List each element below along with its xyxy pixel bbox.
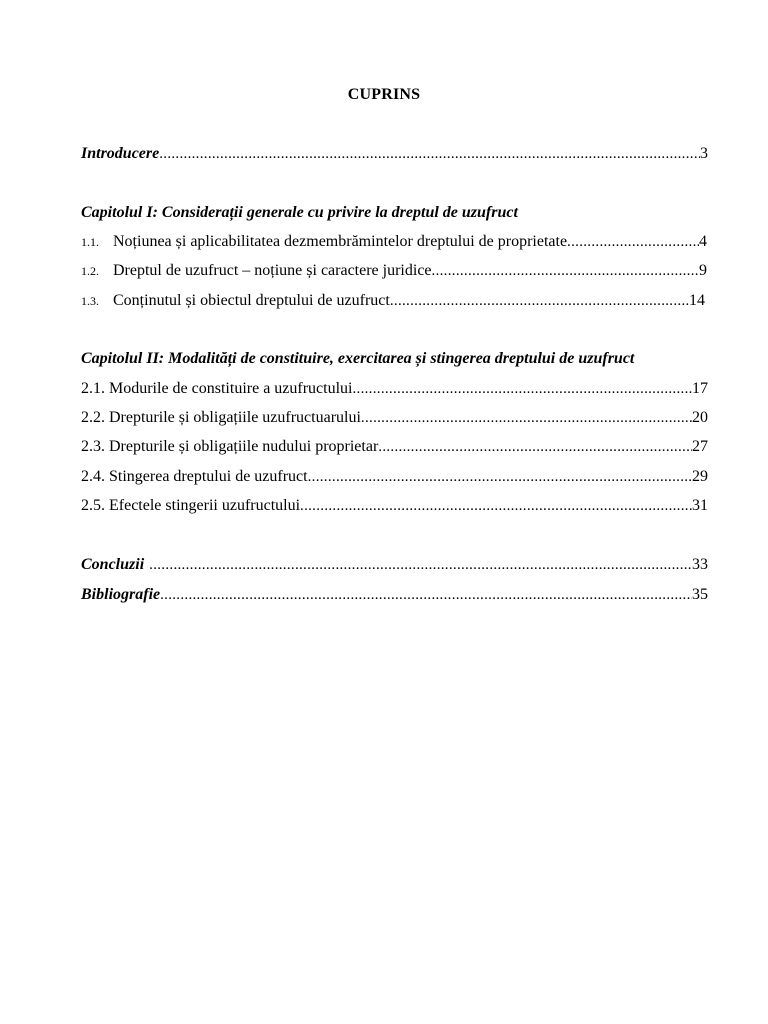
toc-entry-bibliografie [81, 586, 708, 604]
toc-entry-label: 2.1. Modurile de constituire a uzufructului [81, 380, 353, 397]
toc-entry-2-3 [81, 438, 708, 456]
toc-page-number: 17 [692, 380, 708, 397]
section-number: 1.1. [81, 235, 99, 249]
section-title: Noțiunea și aplicabilitatea dezmembrămintelor dreptului de proprietate [113, 233, 568, 250]
dot-leader [159, 146, 700, 163]
dot-leader [378, 439, 692, 456]
toc-entry-1-3 [81, 292, 705, 310]
dot-leader [432, 263, 699, 280]
toc-entry-2-2 [81, 409, 708, 427]
section-title: Dreptul de uzufruct – noțiune și caractere juridice [113, 262, 432, 279]
toc-entry-label: Introducere [81, 145, 160, 162]
section-title: Conținutul și obiectul dreptului de uzufruct [113, 292, 390, 309]
toc-entry-2-4 [81, 468, 708, 486]
toc-entry-label [81, 292, 390, 310]
toc-page-number: 4 [699, 233, 707, 250]
toc-page-number: 29 [692, 468, 708, 485]
toc-entry-label [81, 262, 432, 280]
toc-entry-label [81, 233, 567, 251]
toc-entry-2-1 [81, 380, 708, 398]
dot-leader [567, 234, 699, 251]
toc-page-number: 9 [699, 262, 707, 279]
toc-entry-1-2 [81, 262, 707, 280]
chapter-2-heading: Capitolul II: Modalități de constituire, exercitarea și stingerea dreptului de uzufruct [81, 350, 635, 367]
toc-page-number: 27 [692, 438, 708, 455]
toc-entry-introducere [81, 145, 708, 163]
section-number: 1.2. [81, 264, 99, 278]
dot-leader [160, 587, 692, 604]
toc-page-number: 31 [692, 497, 708, 514]
toc-page-number: 35 [692, 586, 708, 603]
toc-page-number: 3 [700, 145, 708, 162]
chapter-1-heading: Capitolul I: Considerații generale cu privire la dreptul de uzufruct [81, 204, 518, 221]
toc-page-number: 33 [692, 556, 708, 573]
dot-leader [352, 381, 692, 398]
toc-entry-label: Concluzii [81, 556, 145, 573]
dot-leader [361, 410, 692, 427]
toc-page-number: 14 [689, 292, 705, 309]
toc-entry-label: Bibliografie [81, 586, 161, 603]
toc-entry-label: 2.3. Drepturile și obligațiile nudului proprietar [81, 438, 379, 455]
toc-entry-1-1 [81, 233, 707, 251]
toc-entry-2-5 [81, 497, 708, 515]
toc-entry-label: 2.4. Stingerea dreptului de uzufruct [81, 468, 308, 485]
dot-leader [149, 557, 692, 574]
page-title: CUPRINS [347, 86, 421, 103]
toc-entry-label: 2.2. Drepturile și obligațiile uzufructuarului [81, 409, 361, 426]
section-number: 1.3. [81, 294, 99, 308]
toc-entry-concluzii [81, 556, 708, 574]
toc-page-number: 20 [692, 409, 708, 426]
dot-leader [300, 498, 692, 515]
dot-leader [390, 293, 689, 310]
toc-entry-label: 2.5. Efectele stingerii uzufructului [81, 497, 301, 514]
dot-leader [308, 469, 692, 486]
